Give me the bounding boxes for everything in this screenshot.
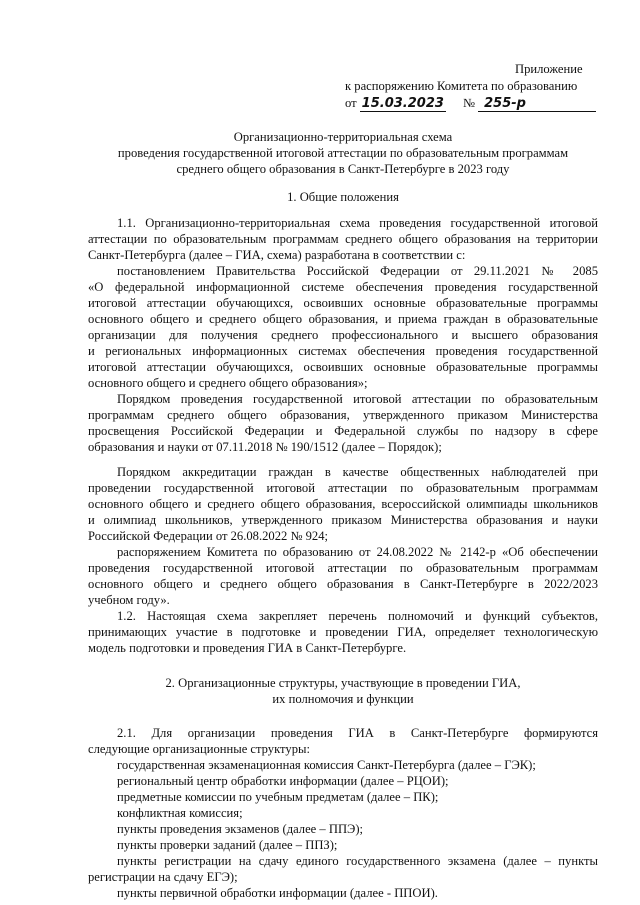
section1-heading: 1. Общие положения: [287, 190, 399, 204]
number-prefix: №: [462, 96, 475, 110]
number-handwritten: 255-р: [478, 96, 596, 112]
paragraph-line: проведения государственной итоговой аттестации по образовательным программам: [88, 561, 598, 575]
date-handwritten: 15.03.2023: [361, 96, 444, 111]
list-item: пункты проверки заданий (далее – ППЗ);: [117, 838, 338, 852]
list-item: региональный центр обработки информации (далее – РЦОИ);: [117, 774, 449, 788]
paragraph-line: Санкт-Петербурга (далее – ГИА, схема) разработана в соответствии с:: [88, 248, 466, 262]
list-item-continuation: регистрации на сдачу ЕГЭ);: [88, 870, 238, 884]
paragraph-line: «О федеральной информационной системе обеспечения проведения государственной: [88, 280, 598, 294]
order-date-number: [345, 96, 596, 112]
paragraph-line: Российской Федерации от 26.08.2022 № 924;: [88, 529, 328, 543]
list-item: конфликтная комиссия;: [117, 806, 243, 820]
paragraph-line: постановлением Правительства Российской Федерации от 29.11.2021 № 2085: [117, 264, 598, 278]
paragraph-line: программам среднего общего образования, утвержденного приказом Министерства: [88, 408, 598, 422]
paragraph-line: аттестации по образовательным программам среднего общего образования на территории: [88, 232, 598, 246]
paragraph-line: и олимпиад школьников, утвержденного приказом Министерства образования и науки: [88, 513, 598, 527]
paragraph-line: Порядком проведения государственной итоговой аттестации по образовательным: [117, 392, 598, 406]
paragraph-line: учебном году».: [88, 593, 170, 607]
paragraph-line: основного общего и среднего общего образования»;: [88, 376, 368, 390]
paragraph-line: следующие организационные структуры:: [88, 742, 310, 756]
paragraph-line: распоряжением Комитета по образованию от 24.08.2022 № 2142-р «Об обеспечении: [117, 545, 598, 559]
paragraph-line: принимающих участие в подготовке и проведении ГИА, определяет технологическую: [88, 625, 598, 639]
title-line-3: среднего общего образования в Санкт-Петербурге в 2023 году: [176, 162, 510, 176]
appendix-label: Приложение: [515, 62, 583, 76]
paragraph-line: просвещения Российской Федерации и Федеральной службы по надзору в сфере: [88, 424, 598, 438]
list-item: пункты первичной обработки информации (далее - ППОИ).: [117, 886, 438, 900]
list-item: предметные комиссии по учебным предметам (далее – ПК);: [117, 790, 439, 804]
list-item: пункты регистрации на сдачу единого государственного экзамена (далее – пункты: [117, 854, 598, 868]
order-reference: к распоряжению Комитета по образованию: [345, 79, 578, 93]
paragraph-line: основного общего и среднего общего образования в Санкт-Петербурге в 2022/2023: [88, 577, 598, 591]
paragraph-line: 1.1. Организационно-территориальная схема проведения государственной итоговой: [117, 216, 598, 230]
paragraph-line: модель подготовки и проведения ГИА в Санкт-Петербурге.: [88, 641, 407, 655]
section2-heading-line-2: их полномочия и функции: [272, 692, 414, 706]
paragraph-line: 2.1. Для организации проведения ГИА в Санкт-Петербурге формируются: [117, 726, 598, 740]
title-line-2: проведения государственной итоговой аттестации по образовательным программам: [117, 146, 569, 160]
paragraph-line: организации для получения среднего профессионального и высшего образования: [88, 328, 598, 342]
paragraph-line: 1.2. Настоящая схема закрепляет перечень полномочий и функций субъектов,: [117, 609, 598, 623]
paragraph-line: Порядком аккредитации граждан в качестве общественных наблюдателей при: [117, 465, 598, 479]
paragraph-line: итоговой аттестации обучающихся, освоивших основные образовательные программы: [88, 360, 598, 374]
paragraph-line: основного общего и среднего общего образования, всероссийской олимпиады школьников: [88, 497, 598, 511]
title-line-1: Организационно-территориальная схема: [233, 130, 453, 144]
list-item: пункты проведения экзаменов (далее – ППЭ);: [117, 822, 364, 836]
paragraph-line: основного общего и среднего общего образования, и приема граждан в образовательные: [88, 312, 598, 326]
paragraph-line: итоговой аттестации обучающихся, освоивших основные образовательные программы: [88, 296, 598, 310]
date-prefix: от: [345, 96, 357, 110]
section2-heading-line-1: 2. Организационные структуры, участвующие в проведении ГИА,: [165, 676, 521, 690]
paragraph-line: и региональных информационных системах обеспечения проведения государственной: [88, 344, 598, 358]
list-item: государственная экзаменационная комиссия Санкт-Петербурга (далее – ГЭК);: [117, 758, 536, 772]
paragraph-line: проведении государственной итоговой аттестации по образовательным программам: [88, 481, 598, 495]
paragraph-line: образования и науки от 07.11.2018 № 190/1512 (далее – Порядок);: [88, 440, 442, 454]
